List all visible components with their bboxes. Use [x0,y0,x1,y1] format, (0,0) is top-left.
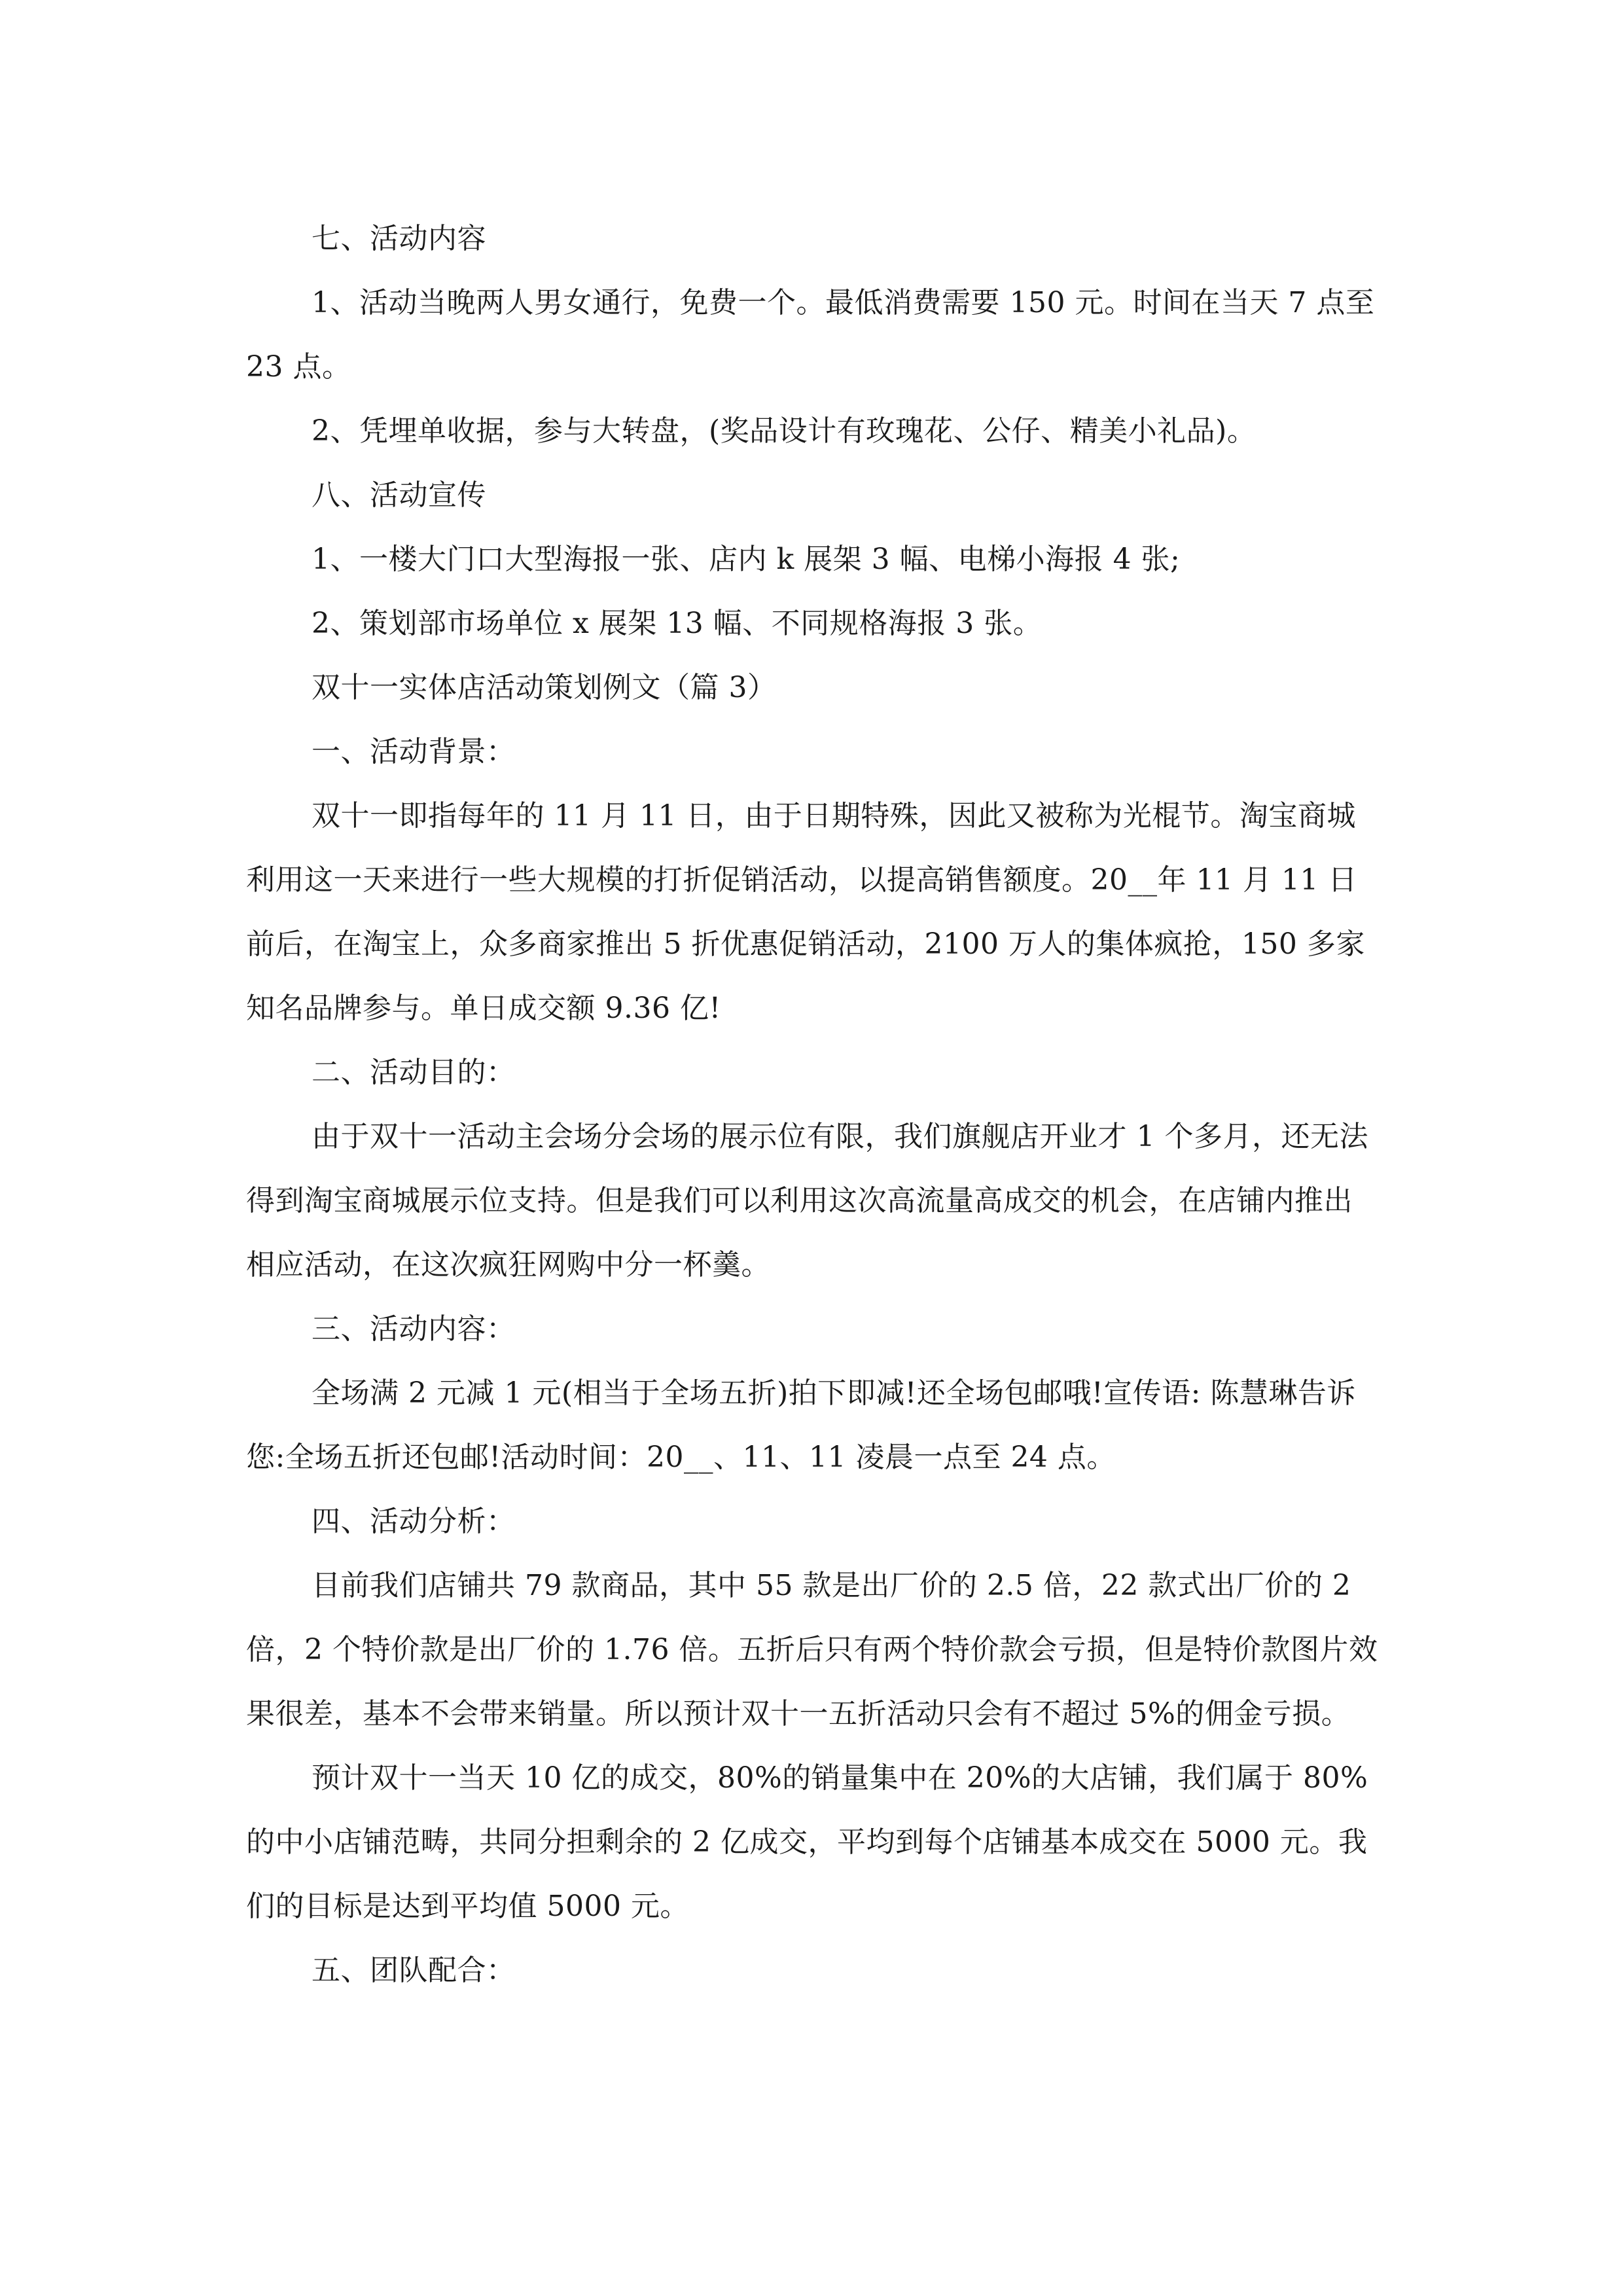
paragraph-background: 双十一即指每年的 11 月 11 日，由于日期特殊，因此又被称为光棍节。淘宝商城利用这一天来进行一些大规模的打折促销活动，以提高销售额度。20__年 11 月 11 日前后，在淘宝上，众多商家推出 5 折优惠促销活动，2100 万人的集体疯抢，150 多家知名品牌参与。单日成交额 9.36 亿! [246,799,1365,1025]
paragraph-promotion-1: 1、一楼大门口大型海报一张、店内 k 展架 3 幅、电梯小海报 4 张; [312,543,1181,576]
paragraph-activity-rule-1: 1、活动当晚两人男女通行，免费一个。最低消费需要 150 元。时间在当天 7 点至 23 点。 [246,286,1375,384]
heading-purpose: 二、活动目的： [312,1056,516,1089]
paragraph-purpose: 由于双十一活动主会场分会场的展示位有限，我们旗舰店开业才 1 个多月，还无法得到淘宝商城展示位支持。但是我们可以利用这次高流量高成交的机会，在店铺内推出相应活动，在这次疯狂网购中分一杯羹。 [246,1120,1368,1282]
paragraph-promotion-2: 2、策划部市场单位 x 展架 13 幅、不同规格海报 3 张。 [312,607,1043,640]
paragraph-content: 全场满 2 元减 1 元(相当于全场五折)拍下即减!还全场包邮哦!宣传语: 陈慧琳告诉您:全场五折还包邮!活动时间：20__、11、11 凌晨一点至 24 点。 [246,1376,1356,1474]
paragraph-activity-rule-2: 2、凭埋单收据，参与大转盘，(奖品设计有玫瑰花、公仔、精美小礼品)。 [312,414,1257,448]
paragraph-analysis-1: 目前我们店铺共 79 款商品，其中 55 款是出厂价的 2.5 倍，22 款式出厂价的 2 倍，2 个特价款是出厂价的 1.76 倍。五折后只有两个特价款会亏损，但是特价款图片效果很差，基本不会带来销量。所以预计双十一五折活动只会有不超过 5%的佣金亏损。 [246,1569,1378,1731]
heading-activity-promotion: 八、活动宣传 [312,478,486,512]
heading-team: 五、团队配合： [312,1954,516,1987]
document-body [246,207,1378,2003]
heading-analysis: 四、活动分析： [312,1505,516,1538]
paragraph-analysis-2: 预计双十一当天 10 亿的成交，80%的销量集中在 20%的大店铺，我们属于 80%的中小店铺范畴，共同分担剩余的 2 亿成交，平均到每个店铺基本成交在 5000 元。我们的目标是达到平均值 5000 元。 [246,1761,1368,1923]
heading-activity-content: 七、活动内容 [312,222,486,255]
heading-background: 一、活动背景： [312,735,516,768]
article-title: 双十一实体店活动策划例文（篇 3） [312,671,777,704]
heading-content: 三、活动内容： [312,1312,516,1346]
